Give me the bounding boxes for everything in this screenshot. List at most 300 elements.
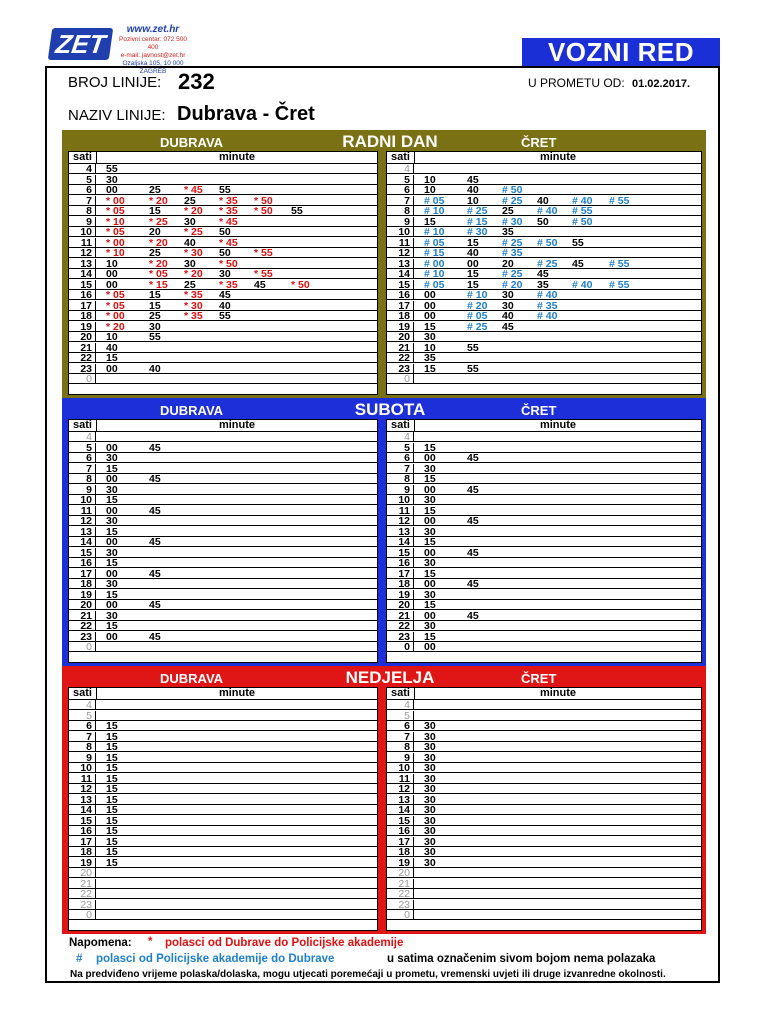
minute-cell: * 30 (184, 247, 203, 259)
hour-cell: 19 (387, 322, 414, 332)
minute-cell: # 35 (502, 247, 523, 259)
minute-cell: # 10 (424, 226, 445, 238)
minute-cell: 15 (424, 504, 436, 517)
table-row (69, 516, 377, 526)
table-row (387, 774, 701, 784)
table-row (69, 527, 377, 537)
table-row (69, 506, 377, 516)
minute-cell: 40 (537, 194, 549, 207)
table-row (387, 301, 701, 311)
table-row (387, 784, 701, 794)
hour-cell: 19 (387, 590, 414, 600)
minute-cell: 30 (424, 588, 436, 601)
hour-cell: 23 (387, 632, 414, 642)
hour-cell: 21 (387, 611, 414, 621)
hour-column-header: sati (69, 152, 97, 163)
minute-cell: * 00 (106, 236, 125, 249)
minute-cell: 30 (106, 515, 118, 527)
hour-cell: 19 (69, 858, 96, 868)
minute-cell: # 10 (467, 289, 488, 301)
table-row (387, 879, 701, 889)
table-row (69, 332, 377, 342)
minute-cell: * 05 (106, 226, 125, 238)
table-row (387, 711, 701, 721)
hour-cell: 20 (387, 332, 414, 342)
hour-cell: 18 (387, 847, 414, 857)
section-header (65, 133, 703, 151)
hour-cell: 9 (69, 753, 96, 763)
minute-cell: # 15 (467, 215, 488, 228)
timetable-left (68, 151, 378, 395)
minute-cell: 15 (106, 825, 118, 837)
table-row (69, 889, 377, 899)
minute-cell: 00 (106, 599, 118, 611)
minute-cell: 45 (219, 289, 231, 301)
hour-cell: 5 (69, 711, 96, 721)
minute-cell: * 20 (184, 205, 203, 217)
star-note: polasci od Dubrave do Policijske akademije (165, 937, 404, 949)
minute-cell: 00 (106, 362, 118, 375)
hour-cell: 6 (387, 721, 414, 731)
minute-cell: 00 (467, 257, 479, 270)
minute-cell: 30 (424, 856, 436, 869)
minute-cell: 15 (467, 278, 479, 291)
table-row (387, 516, 701, 526)
minute-cell: 25 (184, 194, 196, 207)
table-row (387, 816, 701, 826)
hour-cell: 16 (69, 826, 96, 836)
row-divider (69, 651, 377, 652)
minute-cell: 45 (149, 567, 161, 580)
table-row (387, 527, 701, 537)
minute-cell: # 05 (467, 310, 488, 322)
table-row (387, 196, 701, 206)
minute-cell: 30 (106, 452, 118, 464)
hour-cell: 7 (69, 196, 96, 206)
table-row (69, 816, 377, 826)
hour-cell: 6 (69, 721, 96, 731)
minute-cell: 30 (424, 741, 436, 753)
minute-cell: * 15 (149, 278, 168, 291)
hour-cell: 16 (387, 290, 414, 300)
hour-cell: 4 (69, 700, 96, 710)
minute-cell: * 50 (219, 257, 238, 270)
table-row (69, 621, 377, 631)
hour-cell: 11 (387, 506, 414, 516)
timetable-right (386, 419, 702, 663)
line-number-label: BROJ LINIJE: (68, 74, 162, 91)
row-divider (387, 919, 701, 920)
hour-cell: 6 (387, 453, 414, 463)
minute-cell: 15 (149, 299, 161, 312)
minute-cell: 15 (106, 846, 118, 858)
table-row (69, 579, 377, 589)
hour-cell: 8 (387, 206, 414, 216)
table-row (69, 238, 377, 248)
table-row (387, 579, 701, 589)
minute-cell: # 25 (467, 205, 488, 217)
minute-cell: 55 (219, 184, 231, 196)
hour-cell: 13 (387, 795, 414, 805)
table-row (387, 164, 701, 174)
timetable-left (68, 687, 378, 931)
minute-cell: * 50 (254, 205, 273, 217)
destination-label: ČRET (521, 671, 557, 686)
minute-cell: 00 (424, 452, 436, 464)
table-row (387, 721, 701, 731)
table-row (69, 227, 377, 237)
minute-cell: # 30 (502, 215, 523, 228)
minute-cell: 30 (219, 268, 231, 280)
origin-label: DUBRAVA (160, 671, 224, 686)
hour-cell: 9 (387, 217, 414, 227)
minute-cell: 30 (424, 557, 436, 569)
minute-cell: 20 (149, 226, 161, 238)
line-name: Dubrava - Čret (177, 103, 315, 125)
minute-cell: * 00 (106, 194, 125, 207)
minute-cell: 45 (537, 268, 549, 280)
day-type-title: SUBOTA (354, 400, 426, 419)
hour-cell: 8 (69, 742, 96, 752)
table-row (69, 343, 377, 353)
hour-cell: 15 (69, 280, 96, 290)
minute-cell: 15 (106, 741, 118, 753)
minute-cell: 10 (424, 341, 436, 354)
row-divider (69, 919, 377, 920)
minute-cell: 00 (424, 515, 436, 527)
hour-column-header: sati (387, 420, 415, 431)
email-link[interactable]: e-mail: javnost@zet.hr (120, 52, 186, 59)
minute-cell: 15 (106, 793, 118, 806)
hour-cell: 16 (387, 826, 414, 836)
minute-cell: 15 (106, 856, 118, 869)
hour-cell: 11 (69, 774, 96, 784)
minute-cell: * 55 (254, 247, 273, 259)
minute-cell: # 55 (572, 205, 593, 217)
hour-cell: 7 (69, 464, 96, 474)
hour-cell: 5 (69, 175, 96, 185)
minute-cell: 40 (502, 310, 514, 322)
hour-cell: 15 (69, 548, 96, 558)
table-row (69, 837, 377, 847)
hour-cell: 5 (387, 175, 414, 185)
minute-cell: 40 (106, 341, 118, 354)
minute-cell: * 20 (106, 320, 125, 333)
minute-cell: 15 (106, 557, 118, 569)
call-center: Pozivni centar: 072 500 400 (119, 36, 187, 51)
table-row (387, 558, 701, 568)
minute-cell: 30 (502, 299, 514, 312)
timetable-left (68, 419, 378, 663)
minute-cell: * 00 (106, 310, 125, 322)
table-row (69, 763, 377, 773)
minute-cell: 55 (291, 205, 303, 217)
minute-cell: 45 (254, 278, 266, 291)
minute-cell: 00 (424, 578, 436, 590)
hour-cell: 22 (69, 353, 96, 363)
minute-cell: * 50 (254, 194, 273, 207)
minute-cell: 45 (149, 630, 161, 643)
minute-cell: 35 (537, 278, 549, 291)
hour-cell: 0 (387, 910, 414, 920)
hour-cell: 13 (69, 259, 96, 269)
minutes-column-header: minute (218, 419, 256, 431)
table-row (387, 453, 701, 463)
hour-cell: 17 (69, 301, 96, 311)
minute-cell: # 15 (424, 247, 445, 259)
minute-cell: 15 (149, 289, 161, 301)
minute-cell: 25 (184, 278, 196, 291)
row-divider (387, 383, 701, 384)
table-row (387, 280, 701, 290)
minutes-column-header: minute (218, 151, 256, 163)
table-row (69, 910, 377, 920)
hour-cell: 18 (69, 311, 96, 321)
minute-cell: 30 (424, 331, 436, 343)
minute-cell: * 20 (149, 236, 168, 249)
hour-cell: 14 (69, 269, 96, 279)
hour-cell: 16 (69, 558, 96, 568)
minute-cell: 00 (424, 289, 436, 301)
table-row (69, 217, 377, 227)
minute-cell: 15 (424, 473, 436, 485)
hour-cell: 23 (69, 364, 96, 374)
table-header (69, 688, 377, 700)
hour-cell: 18 (69, 847, 96, 857)
table-row (387, 621, 701, 631)
minute-cell: 00 (424, 483, 436, 496)
minute-cell: * 05 (106, 299, 125, 312)
table-row (69, 269, 377, 279)
hour-cell: 0 (69, 910, 96, 920)
table-row (69, 590, 377, 600)
hour-cell: 4 (387, 432, 414, 442)
table-row (69, 453, 377, 463)
hour-cell: 22 (387, 621, 414, 631)
hour-cell: 22 (69, 889, 96, 899)
table-row (69, 495, 377, 505)
minute-cell: 30 (106, 483, 118, 496)
table-row (69, 464, 377, 474)
minute-cell: 55 (219, 310, 231, 322)
minute-cell: 15 (106, 814, 118, 827)
hour-cell: 9 (387, 485, 414, 495)
minute-cell: 50 (219, 226, 231, 238)
minutes-column-header: minute (539, 687, 577, 699)
minute-cell: # 20 (502, 278, 523, 291)
table-row (69, 742, 377, 752)
table-row (69, 632, 377, 642)
hour-column-header: sati (69, 688, 97, 699)
hour-cell: 23 (69, 900, 96, 910)
minute-cell: 00 (106, 441, 118, 454)
minutes-column-header: minute (539, 151, 577, 163)
minute-cell: 30 (106, 609, 118, 622)
star-symbol: * (148, 936, 153, 948)
minute-cell: 40 (467, 184, 479, 196)
hour-cell: 21 (69, 879, 96, 889)
minute-cell: 45 (467, 173, 479, 186)
minute-cell: 00 (106, 504, 118, 517)
minute-cell: 15 (424, 630, 436, 643)
hour-cell: 4 (387, 164, 414, 174)
hour-cell: 10 (387, 227, 414, 237)
hour-cell: 5 (387, 443, 414, 453)
hour-cell: 21 (387, 879, 414, 889)
timetable-right (386, 151, 702, 395)
hour-cell: 13 (387, 259, 414, 269)
hour-cell: 9 (69, 217, 96, 227)
hour-cell: 14 (69, 805, 96, 815)
origin-label: DUBRAVA (160, 403, 224, 418)
hour-cell: 12 (69, 248, 96, 258)
minute-cell: 15 (106, 588, 118, 601)
table-row (387, 700, 701, 710)
minutes-column-header: minute (218, 687, 256, 699)
minute-cell: 45 (467, 452, 479, 464)
minute-cell: 55 (467, 341, 479, 354)
grey-hours-note: u satima označenim sivom bojom nema polazaka (387, 953, 656, 965)
hour-cell: 17 (69, 837, 96, 847)
table-row (387, 732, 701, 742)
minute-cell: 10 (424, 173, 436, 186)
minute-cell: 30 (106, 546, 118, 559)
hour-cell: 10 (69, 495, 96, 505)
table-row (387, 227, 701, 237)
minute-cell: 15 (424, 320, 436, 333)
minute-cell: * 10 (106, 215, 125, 228)
website-link[interactable]: www.zet.hr (126, 24, 180, 35)
table-row (69, 732, 377, 742)
table-row (69, 474, 377, 484)
table-row (387, 600, 701, 610)
hour-cell: 21 (69, 343, 96, 353)
minute-cell: # 40 (572, 278, 593, 291)
hour-column-header: sati (69, 420, 97, 431)
table-header (387, 688, 701, 700)
minute-cell: 40 (467, 247, 479, 259)
hour-cell: 21 (387, 343, 414, 353)
minute-cell: 00 (424, 299, 436, 312)
table-row (387, 569, 701, 579)
page-title: VOZNI RED (522, 38, 720, 66)
minute-cell: 35 (502, 226, 514, 238)
hour-cell: 7 (387, 196, 414, 206)
table-row (387, 206, 701, 216)
minute-cell: 30 (424, 793, 436, 806)
minute-cell: 15 (106, 494, 118, 506)
table-row (387, 175, 701, 185)
minute-cell: 30 (424, 835, 436, 848)
table-row (69, 259, 377, 269)
hour-cell: 0 (69, 642, 96, 652)
minute-cell: 45 (502, 320, 514, 333)
table-row (69, 611, 377, 621)
table-row (387, 837, 701, 847)
table-row (69, 206, 377, 216)
table-row (387, 506, 701, 516)
minute-cell: 30 (106, 578, 118, 590)
table-row (69, 900, 377, 910)
minute-cell: * 55 (254, 268, 273, 280)
table-row (69, 164, 377, 174)
hour-cell: 6 (387, 185, 414, 195)
hour-cell: 18 (387, 311, 414, 321)
minute-cell: # 25 (502, 236, 523, 249)
hour-cell: 15 (387, 816, 414, 826)
hour-cell: 7 (69, 732, 96, 742)
table-row (69, 805, 377, 815)
hour-cell: 17 (387, 837, 414, 847)
minute-cell: 15 (106, 730, 118, 743)
table-row (69, 569, 377, 579)
minute-cell: 45 (467, 515, 479, 527)
table-row (387, 847, 701, 857)
table-row (69, 600, 377, 610)
table-row (387, 858, 701, 868)
minute-cell: 00 (106, 536, 118, 548)
zet-logo (48, 24, 188, 75)
table-row (69, 443, 377, 453)
table-row (69, 858, 377, 868)
minute-cell: * 35 (184, 289, 203, 301)
table-row (69, 485, 377, 495)
minute-cell: 15 (106, 772, 118, 785)
minute-cell: * 05 (106, 205, 125, 217)
day-type-title: RADNI DAN (342, 132, 438, 151)
table-row (387, 753, 701, 763)
minute-cell: 15 (424, 362, 436, 375)
minute-cell: # 55 (609, 194, 630, 207)
minute-cell: 15 (106, 804, 118, 816)
section-saturday (62, 398, 706, 666)
minute-cell: # 50 (537, 236, 558, 249)
table-row (387, 259, 701, 269)
minute-cell: 15 (424, 567, 436, 580)
hour-cell: 18 (387, 579, 414, 589)
minute-cell: 15 (106, 352, 118, 364)
table-row (387, 269, 701, 279)
minute-cell: 45 (467, 609, 479, 622)
table-row (69, 290, 377, 300)
table-row (387, 353, 701, 363)
minute-cell: 45 (149, 441, 161, 454)
minute-cell: 30 (424, 620, 436, 632)
minute-cell: # 40 (572, 194, 593, 207)
minute-cell: 30 (502, 289, 514, 301)
minute-cell: # 35 (537, 299, 558, 312)
hour-cell: 10 (387, 495, 414, 505)
hour-cell: 12 (387, 248, 414, 258)
table-row (387, 805, 701, 815)
table-header (69, 420, 377, 432)
hour-cell: 19 (69, 590, 96, 600)
minute-cell: # 40 (537, 289, 558, 301)
hour-cell: 22 (69, 621, 96, 631)
minute-cell: * 20 (149, 257, 168, 270)
table-row (69, 700, 377, 710)
minute-cell: 30 (424, 814, 436, 827)
minute-cell: # 00 (424, 257, 445, 270)
row-divider (69, 383, 377, 384)
hour-cell: 22 (387, 353, 414, 363)
minute-cell: 30 (424, 525, 436, 538)
zet-logo-mark: ZET (48, 28, 114, 60)
minute-cell: 00 (424, 310, 436, 322)
table-row (387, 590, 701, 600)
minute-cell: 15 (467, 236, 479, 249)
minute-cell: * 35 (184, 310, 203, 322)
